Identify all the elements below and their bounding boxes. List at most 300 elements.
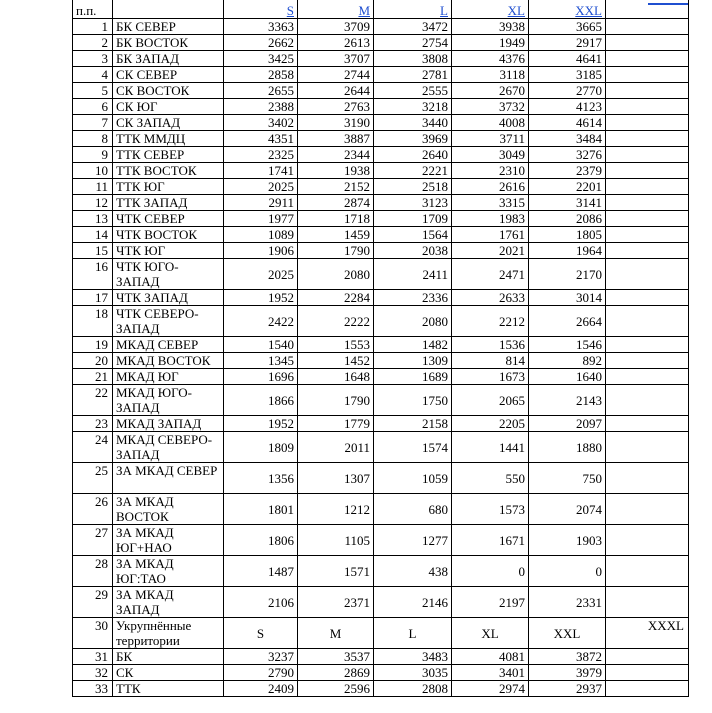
table-row xyxy=(73,115,689,131)
row-extra xyxy=(606,115,689,131)
table-row xyxy=(73,163,689,179)
row-value: 3401 xyxy=(452,665,529,681)
row-value: 1949 xyxy=(452,35,529,51)
row-value: 3732 xyxy=(452,99,529,115)
row-value: 1648 xyxy=(298,369,374,385)
row-index: 23 xyxy=(73,416,113,432)
row-name: СК ЗАПАД xyxy=(113,115,224,131)
row-value: 3483 xyxy=(374,649,452,665)
row-value: 0 xyxy=(452,556,529,587)
row-extra xyxy=(606,227,689,243)
header-index: п.п. xyxy=(73,0,113,19)
table-row xyxy=(73,67,689,83)
table-row xyxy=(73,19,689,35)
row-value: 3049 xyxy=(452,147,529,163)
row-value: 2325 xyxy=(224,147,298,163)
size-link-xl[interactable]: XL xyxy=(507,3,525,18)
row-value: 1571 xyxy=(298,556,374,587)
row-value: 1696 xyxy=(224,369,298,385)
row-index: 32 xyxy=(73,665,113,681)
row-value: 2011 xyxy=(298,432,374,463)
row-index: 13 xyxy=(73,211,113,227)
row-index: 26 xyxy=(73,494,113,525)
row-value: 2143 xyxy=(529,385,606,416)
row-name: ЧТК ЮГ xyxy=(113,243,224,259)
row-name: БК СЕВЕР xyxy=(113,19,224,35)
row-value: 2025 xyxy=(224,259,298,290)
row-value: 2284 xyxy=(298,290,374,306)
table-row xyxy=(73,35,689,51)
row-extra xyxy=(606,67,689,83)
row-value: 3979 xyxy=(529,665,606,681)
row-extra xyxy=(606,35,689,51)
row-name: ЧТК СЕВЕР xyxy=(113,211,224,227)
row-value: 2409 xyxy=(224,681,298,697)
row-value: 2974 xyxy=(452,681,529,697)
row-value: 2344 xyxy=(298,147,374,163)
row-value: 1089 xyxy=(224,227,298,243)
row-index: 22 xyxy=(73,385,113,416)
row-index: 28 xyxy=(73,556,113,587)
row-name: ЧТК ЮГО-ЗАПАД xyxy=(113,259,224,290)
row-value: 3190 xyxy=(298,115,374,131)
row-name: СК ЮГ xyxy=(113,99,224,115)
row-value: 2080 xyxy=(298,259,374,290)
row-value: 2518 xyxy=(374,179,452,195)
row-value: 2917 xyxy=(529,35,606,51)
row-index: 17 xyxy=(73,290,113,306)
row-value: 2379 xyxy=(529,163,606,179)
row-index: 9 xyxy=(73,147,113,163)
size-link-l[interactable]: L xyxy=(440,3,448,18)
row-index: 6 xyxy=(73,99,113,115)
header-size-xl xyxy=(452,0,529,19)
row-extra xyxy=(606,147,689,163)
row-value: 4614 xyxy=(529,115,606,131)
row-value: 1952 xyxy=(224,290,298,306)
row-extra xyxy=(606,290,689,306)
row-value: 2074 xyxy=(529,494,606,525)
table-row xyxy=(73,494,689,525)
row-extra xyxy=(606,99,689,115)
table-row xyxy=(73,681,689,697)
row-value: 2869 xyxy=(298,665,374,681)
row-extra xyxy=(606,665,689,681)
header-name xyxy=(113,0,224,19)
row-name: МКАД ЗАПАД xyxy=(113,416,224,432)
row-value: 2670 xyxy=(452,83,529,99)
row-index: 21 xyxy=(73,369,113,385)
row-value: 1779 xyxy=(298,416,374,432)
table-row xyxy=(73,306,689,337)
table-row xyxy=(73,432,689,463)
row-value: 3185 xyxy=(529,67,606,83)
header-extra xyxy=(606,0,689,19)
row-extra xyxy=(606,681,689,697)
row-value: 550 xyxy=(452,463,529,494)
row-value: 2331 xyxy=(529,587,606,618)
section-index: 30 xyxy=(73,618,113,649)
row-index: 7 xyxy=(73,115,113,131)
section-size-xxxl: XXXL xyxy=(606,618,689,649)
row-value: 1964 xyxy=(529,243,606,259)
row-value: 3276 xyxy=(529,147,606,163)
row-value: 3363 xyxy=(224,19,298,35)
row-value: 2021 xyxy=(452,243,529,259)
row-value: 1487 xyxy=(224,556,298,587)
row-name: МКАД ВОСТОК xyxy=(113,353,224,369)
section-size-xl: XL xyxy=(452,618,529,649)
row-value: 3537 xyxy=(298,649,374,665)
header-size-xxl xyxy=(529,0,606,19)
row-value: 1880 xyxy=(529,432,606,463)
row-value: 2146 xyxy=(374,587,452,618)
row-value: 2596 xyxy=(298,681,374,697)
row-value: 2858 xyxy=(224,67,298,83)
row-value: 2655 xyxy=(224,83,298,99)
row-value: 1309 xyxy=(374,353,452,369)
row-value: 1564 xyxy=(374,227,452,243)
row-value: 3425 xyxy=(224,51,298,67)
row-value: 2874 xyxy=(298,195,374,211)
row-extra xyxy=(606,525,689,556)
table-row xyxy=(73,556,689,587)
row-value: 3709 xyxy=(298,19,374,35)
row-value: 3472 xyxy=(374,19,452,35)
row-index: 16 xyxy=(73,259,113,290)
row-value: 2170 xyxy=(529,259,606,290)
row-value: 3938 xyxy=(452,19,529,35)
row-value: 3887 xyxy=(298,131,374,147)
row-value: 2662 xyxy=(224,35,298,51)
row-value: 2201 xyxy=(529,179,606,195)
row-value: 1574 xyxy=(374,432,452,463)
row-value: 2205 xyxy=(452,416,529,432)
row-extra xyxy=(606,211,689,227)
row-value: 1573 xyxy=(452,494,529,525)
size-link-xxl[interactable]: XXL xyxy=(575,3,602,18)
table-header-row xyxy=(73,0,689,19)
row-extra xyxy=(606,587,689,618)
row-value: 2086 xyxy=(529,211,606,227)
row-value: 2065 xyxy=(452,385,529,416)
table-row xyxy=(73,525,689,556)
row-value: 1952 xyxy=(224,416,298,432)
row-value: 1718 xyxy=(298,211,374,227)
table-row xyxy=(73,227,689,243)
row-value: 1866 xyxy=(224,385,298,416)
row-name: МКАД СЕВЕРО-ЗАПАД xyxy=(113,432,224,463)
row-value: 1673 xyxy=(452,369,529,385)
row-index: 12 xyxy=(73,195,113,211)
row-value: 1741 xyxy=(224,163,298,179)
row-extra xyxy=(606,306,689,337)
row-value: 1689 xyxy=(374,369,452,385)
row-value: 2613 xyxy=(298,35,374,51)
row-value: 2555 xyxy=(374,83,452,99)
row-index: 14 xyxy=(73,227,113,243)
row-index: 18 xyxy=(73,306,113,337)
row-name: ЧТК ЗАПАД xyxy=(113,290,224,306)
row-value: 2911 xyxy=(224,195,298,211)
row-value: 2754 xyxy=(374,35,452,51)
row-value: 3218 xyxy=(374,99,452,115)
table-row xyxy=(73,51,689,67)
table-row xyxy=(73,131,689,147)
section-name: Укрупнённые территории xyxy=(113,618,224,649)
table-row xyxy=(73,369,689,385)
row-extra xyxy=(606,353,689,369)
table-row xyxy=(73,195,689,211)
row-value: 2471 xyxy=(452,259,529,290)
row-value: 1977 xyxy=(224,211,298,227)
row-value: 3808 xyxy=(374,51,452,67)
row-value: 1790 xyxy=(298,243,374,259)
row-value: 1059 xyxy=(374,463,452,494)
row-value: 3315 xyxy=(452,195,529,211)
row-value: 438 xyxy=(374,556,452,587)
row-value: 2616 xyxy=(452,179,529,195)
row-extra xyxy=(606,385,689,416)
row-index: 20 xyxy=(73,353,113,369)
row-extra xyxy=(606,131,689,147)
table-row xyxy=(73,416,689,432)
row-name: ТТК ЮГ xyxy=(113,179,224,195)
row-value: 1546 xyxy=(529,337,606,353)
row-extra xyxy=(606,432,689,463)
row-value: 1345 xyxy=(224,353,298,369)
header-size-l xyxy=(374,0,452,19)
row-value: 2644 xyxy=(298,83,374,99)
row-value: 3014 xyxy=(529,290,606,306)
row-extra xyxy=(606,369,689,385)
section-size-l: L xyxy=(374,618,452,649)
row-value: 1801 xyxy=(224,494,298,525)
row-value: 3484 xyxy=(529,131,606,147)
section-size-s: S xyxy=(224,618,298,649)
row-value: 2097 xyxy=(529,416,606,432)
row-value: 3711 xyxy=(452,131,529,147)
row-index: 3 xyxy=(73,51,113,67)
row-name: МКАД ЮГО-ЗАПАД xyxy=(113,385,224,416)
row-value: 2781 xyxy=(374,67,452,83)
section-size-xxl: XXL xyxy=(529,618,606,649)
row-value: 3402 xyxy=(224,115,298,131)
row-value: 3872 xyxy=(529,649,606,665)
size-link-s[interactable]: S xyxy=(286,3,294,18)
row-name: ТТК ВОСТОК xyxy=(113,163,224,179)
row-value: 0 xyxy=(529,556,606,587)
table-row xyxy=(73,337,689,353)
row-value: 2080 xyxy=(374,306,452,337)
row-value: 1640 xyxy=(529,369,606,385)
row-value: 1536 xyxy=(452,337,529,353)
row-value: 1903 xyxy=(529,525,606,556)
row-value: 2808 xyxy=(374,681,452,697)
row-value: 2790 xyxy=(224,665,298,681)
row-value: 3969 xyxy=(374,131,452,147)
row-value: 1809 xyxy=(224,432,298,463)
row-index: 19 xyxy=(73,337,113,353)
row-extra xyxy=(606,556,689,587)
row-name: ЗА МКАД СЕВЕР xyxy=(113,463,224,494)
row-name: ТТК xyxy=(113,681,224,697)
row-value: 1307 xyxy=(298,463,374,494)
row-value: 1938 xyxy=(298,163,374,179)
row-extra xyxy=(606,259,689,290)
row-value: 1212 xyxy=(298,494,374,525)
row-name: ЗА МКАД ЮГ+НАО xyxy=(113,525,224,556)
table-row xyxy=(73,587,689,618)
row-name: ЗА МКАД ВОСТОК xyxy=(113,494,224,525)
row-value: 1983 xyxy=(452,211,529,227)
row-name: БК xyxy=(113,649,224,665)
row-value: 2221 xyxy=(374,163,452,179)
row-value: 1709 xyxy=(374,211,452,227)
row-value: 2197 xyxy=(452,587,529,618)
row-value: 4376 xyxy=(452,51,529,67)
section-size-m: M xyxy=(298,618,374,649)
row-extra xyxy=(606,494,689,525)
size-link-m[interactable]: M xyxy=(358,3,370,18)
header-size-s xyxy=(224,0,298,19)
row-value: 3237 xyxy=(224,649,298,665)
price-table xyxy=(72,0,689,697)
row-value: 2411 xyxy=(374,259,452,290)
row-value: 2212 xyxy=(452,306,529,337)
row-extra xyxy=(606,463,689,494)
row-value: 2158 xyxy=(374,416,452,432)
row-value: 1805 xyxy=(529,227,606,243)
row-value: 3665 xyxy=(529,19,606,35)
row-index: 31 xyxy=(73,649,113,665)
row-name: ТТК ММДЦ xyxy=(113,131,224,147)
row-value: 1540 xyxy=(224,337,298,353)
row-index: 11 xyxy=(73,179,113,195)
row-extra xyxy=(606,243,689,259)
row-value: 2371 xyxy=(298,587,374,618)
row-index: 4 xyxy=(73,67,113,83)
row-value: 2640 xyxy=(374,147,452,163)
row-value: 4123 xyxy=(529,99,606,115)
table-row xyxy=(73,649,689,665)
table-row xyxy=(73,211,689,227)
table-row xyxy=(73,83,689,99)
row-value: 2744 xyxy=(298,67,374,83)
row-value: 3440 xyxy=(374,115,452,131)
row-value: 2310 xyxy=(452,163,529,179)
row-value: 1277 xyxy=(374,525,452,556)
row-value: 814 xyxy=(452,353,529,369)
row-value: 750 xyxy=(529,463,606,494)
row-index: 1 xyxy=(73,19,113,35)
row-value: 3035 xyxy=(374,665,452,681)
row-value: 1356 xyxy=(224,463,298,494)
row-name: МКАД СЕВЕР xyxy=(113,337,224,353)
row-extra xyxy=(606,649,689,665)
row-value: 892 xyxy=(529,353,606,369)
row-value: 2763 xyxy=(298,99,374,115)
row-value: 1790 xyxy=(298,385,374,416)
row-value: 2422 xyxy=(224,306,298,337)
row-index: 8 xyxy=(73,131,113,147)
row-extra xyxy=(606,51,689,67)
row-index: 25 xyxy=(73,463,113,494)
row-value: 4351 xyxy=(224,131,298,147)
row-name: ТТК ЗАПАД xyxy=(113,195,224,211)
row-value: 1482 xyxy=(374,337,452,353)
table-body xyxy=(73,0,689,697)
row-value: 2038 xyxy=(374,243,452,259)
header-size-m xyxy=(298,0,374,19)
row-name: ТТК СЕВЕР xyxy=(113,147,224,163)
row-value: 2025 xyxy=(224,179,298,195)
row-value: 2106 xyxy=(224,587,298,618)
table-row xyxy=(73,147,689,163)
row-name: ЧТК СЕВЕРО-ЗАПАД xyxy=(113,306,224,337)
row-extra xyxy=(606,163,689,179)
row-value: 2770 xyxy=(529,83,606,99)
row-value: 1761 xyxy=(452,227,529,243)
row-name: БК ЗАПАД xyxy=(113,51,224,67)
row-index: 10 xyxy=(73,163,113,179)
table-row xyxy=(73,290,689,306)
row-name: ЗА МКАД ЗАПАД xyxy=(113,587,224,618)
row-index: 29 xyxy=(73,587,113,618)
row-extra xyxy=(606,179,689,195)
row-extra xyxy=(606,19,689,35)
row-index: 24 xyxy=(73,432,113,463)
row-name: СК СЕВЕР xyxy=(113,67,224,83)
row-extra xyxy=(606,83,689,99)
table-row xyxy=(73,353,689,369)
row-value: 1553 xyxy=(298,337,374,353)
table-row xyxy=(73,179,689,195)
table-row xyxy=(73,99,689,115)
row-value: 3123 xyxy=(374,195,452,211)
table-row xyxy=(73,385,689,416)
row-name: СК ВОСТОК xyxy=(113,83,224,99)
row-value: 2152 xyxy=(298,179,374,195)
row-value: 4081 xyxy=(452,649,529,665)
row-value: 3707 xyxy=(298,51,374,67)
row-extra xyxy=(606,195,689,211)
row-extra xyxy=(606,337,689,353)
row-index: 2 xyxy=(73,35,113,51)
row-name: ЗА МКАД ЮГ:ТАО xyxy=(113,556,224,587)
table-row xyxy=(73,463,689,494)
row-value: 2633 xyxy=(452,290,529,306)
row-value: 1806 xyxy=(224,525,298,556)
table-row xyxy=(73,243,689,259)
table-row xyxy=(73,665,689,681)
row-value: 2664 xyxy=(529,306,606,337)
row-index: 33 xyxy=(73,681,113,697)
row-value: 2336 xyxy=(374,290,452,306)
row-value: 2388 xyxy=(224,99,298,115)
row-value: 4641 xyxy=(529,51,606,67)
section-row xyxy=(73,618,689,649)
row-value: 680 xyxy=(374,494,452,525)
row-value: 1105 xyxy=(298,525,374,556)
row-value: 2937 xyxy=(529,681,606,697)
row-value: 1750 xyxy=(374,385,452,416)
row-value: 1441 xyxy=(452,432,529,463)
row-value: 3141 xyxy=(529,195,606,211)
row-extra xyxy=(606,416,689,432)
row-name: СК xyxy=(113,665,224,681)
row-name: ЧТК ВОСТОК xyxy=(113,227,224,243)
